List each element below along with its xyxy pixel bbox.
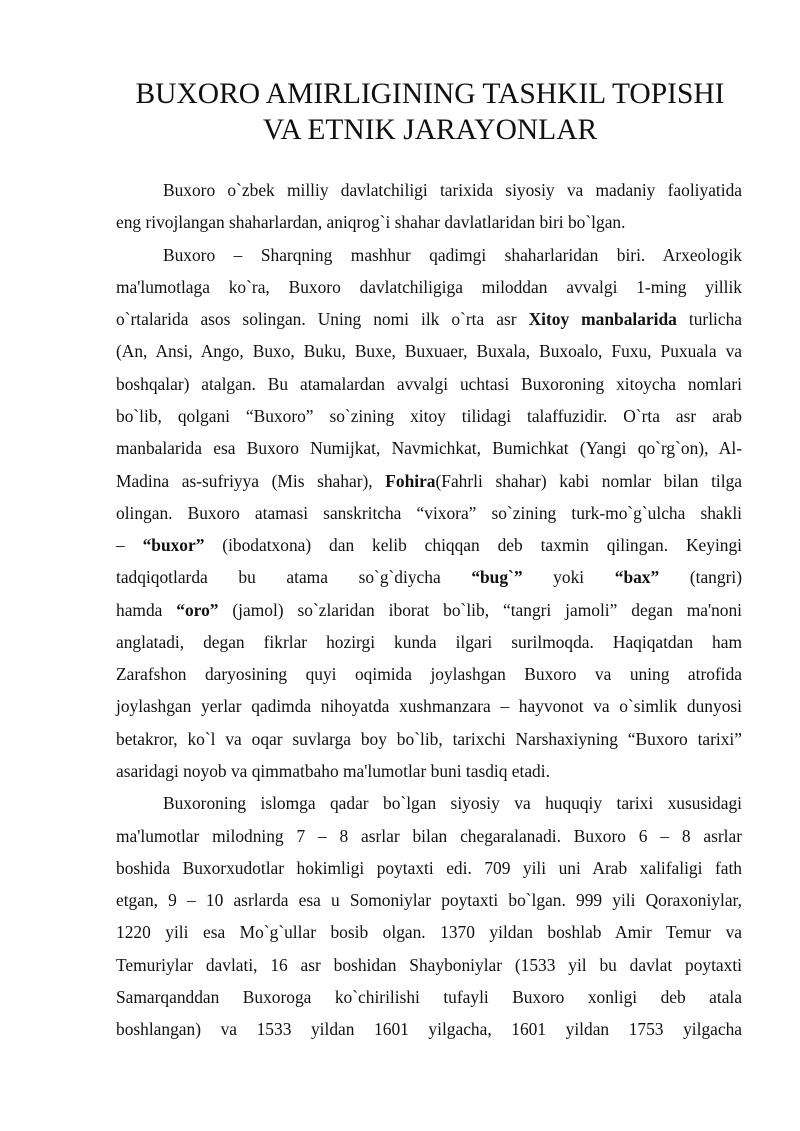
text-run: tadqiqotlarda bu atama so`g`diycha	[116, 567, 472, 588]
text-run: (Fahrli shahar) kabi nomlar bilan tilga	[435, 470, 742, 491]
text-run: turlicha	[676, 309, 743, 330]
text-line	[116, 658, 742, 690]
text-run: ma'lumotlar milodning 7 – 8 asrlar bilan chegaralanadi. Buxoro 6 – 8 asrlar	[116, 825, 742, 846]
bold-term: “bug`”	[471, 567, 523, 588]
text-line	[116, 561, 742, 593]
text-line	[116, 497, 742, 529]
text-run: eng rivojlangan shaharlardan, aniqrog`i shahar davlatlaridan biri bo`lgan.	[116, 212, 626, 233]
bold-term: Xitoy manbalarida	[528, 309, 677, 330]
text-line	[163, 787, 742, 819]
text-line	[116, 303, 742, 335]
text-run: asaridagi noyob va qimmatbaho ma'lumotlar buni tasdiq etadi.	[116, 761, 550, 782]
text-line	[116, 723, 742, 755]
text-run: 1220 yili esa Mo`g`ullar bosib olgan. 1370 yildan boshlab Amir Temur va	[116, 922, 742, 943]
text-run: (ibodatxona) dan kelib chiqqan deb taxmin qilingan. Keyingi	[204, 535, 742, 556]
text-run: ma'lumotlaga ko`ra, Buxoro davlatchiligiga miloddan avvalgi 1-ming yillik	[116, 276, 742, 297]
bold-term: “oro”	[176, 599, 219, 620]
text-line	[163, 239, 742, 271]
text-run: olingan. Buxoro atamasi sanskritcha “vixora” so`zining turk-mo`g`ulcha shakli	[116, 502, 742, 523]
text-run: (jamol) so`zlaridan iborat bo`lib, “tangri jamoli” degan ma'noni	[218, 599, 743, 620]
text-run: –	[116, 535, 143, 556]
text-run: anglatadi, degan fikrlar hozirgi kunda ilgari surilmoqda. Haqiqatdan ham	[116, 631, 742, 652]
text-line	[116, 465, 742, 497]
text-run: hamda	[116, 599, 177, 620]
text-run: boshlangan) va 1533 yildan 1601 yilgacha, 1601 yildan 1753 yilgacha	[116, 1019, 742, 1040]
text-line	[116, 820, 742, 852]
text-line	[116, 690, 742, 722]
text-run: Zarafshon daryosining quyi oqimida joylashgan Buxoro va uning atrofida	[116, 664, 742, 685]
text-line	[116, 1013, 742, 1045]
text-line	[116, 206, 742, 238]
text-run: yoki	[522, 567, 615, 588]
bold-term: “bax”	[614, 567, 660, 588]
text-run: etgan, 9 – 10 asrlarda esa u Somoniylar poytaxti bo`lgan. 999 yili Qoraxoniylar,	[116, 890, 742, 911]
text-run: Buxoroning islomga qadar bo`lgan siyosiy va huquqiy tarixi xususidagi	[163, 793, 742, 814]
text-line	[116, 981, 742, 1013]
title-line-2: VA ETNIK JARAYONLAR	[262, 114, 598, 146]
text-run: Temuriylar davlati, 16 asr boshidan Shayboniylar (1533 yil bu davlat poytaxti	[116, 954, 742, 975]
text-line	[116, 884, 742, 916]
document-title	[110, 76, 750, 148]
text-run: Samarqanddan Buxoroga ko`chirilishi tufayli Buxoro xonligi deb atala	[116, 987, 742, 1007]
text-run: bo`lib, qolgani “Buxoro” so`zining xitoy tilidagi talaffuzidir. O`rta asr arab	[116, 405, 742, 426]
text-run: boshida Buxorxudotlar hokimligi poytaxti edi. 709 yili uni Arab xalifaligi fath	[116, 857, 742, 878]
text-run: Buxoro – Sharqning mashhur qadimgi shaharlaridan biri. Arxeologik	[163, 244, 742, 265]
text-line	[116, 368, 742, 400]
text-run: (tangri)	[659, 567, 742, 588]
text-line	[116, 852, 742, 884]
text-line	[116, 335, 742, 367]
text-run: joylashgan yerlar qadimda nihoyatda xushmanzara – hayvonot va o`simlik dunyosi	[116, 696, 742, 717]
bold-term: Fohira	[385, 470, 436, 491]
text-line	[116, 271, 742, 303]
text-line	[116, 949, 742, 981]
text-line	[116, 916, 742, 948]
text-line	[116, 755, 742, 787]
text-run: betakror, ko`l va oqar suvlarga boy bo`lib, tarixchi Narshaxiyning “Buxoro tarixi”	[116, 728, 742, 749]
text-run: Madina as-sufriyya (Mis shahar),	[116, 470, 386, 491]
text-line	[163, 174, 742, 206]
text-run: manbalarida esa Buxoro Numijkat, Navmichkat, Bumichkat (Yangi qo`rg`on), Al-	[116, 438, 742, 459]
title-line-1: BUXORO AMIRLIGINING TASHKIL TOPISHI	[135, 78, 725, 110]
text-line	[116, 400, 742, 432]
text-run: boshqalar) atalgan. Bu atamalardan avvalgi uchtasi Buxoroning xitoycha nomlari	[116, 373, 742, 394]
text-line	[116, 626, 742, 658]
text-run: Buxoro o`zbek milliy davlatchiligi tarixida siyosiy va madaniy faoliyatida	[163, 180, 742, 200]
text-line	[116, 594, 742, 626]
text-run: o`rtalarida asos solingan. Uning nomi ilk o`rta asr	[116, 309, 529, 330]
text-run: (An, Ansi, Ango, Buxo, Buku, Buxe, Buxuaer, Buxala, Buxoalo, Fuxu, Puxuala va	[116, 341, 742, 362]
text-line	[116, 432, 742, 464]
bold-term: “buxor”	[142, 535, 205, 556]
text-line	[116, 529, 742, 561]
